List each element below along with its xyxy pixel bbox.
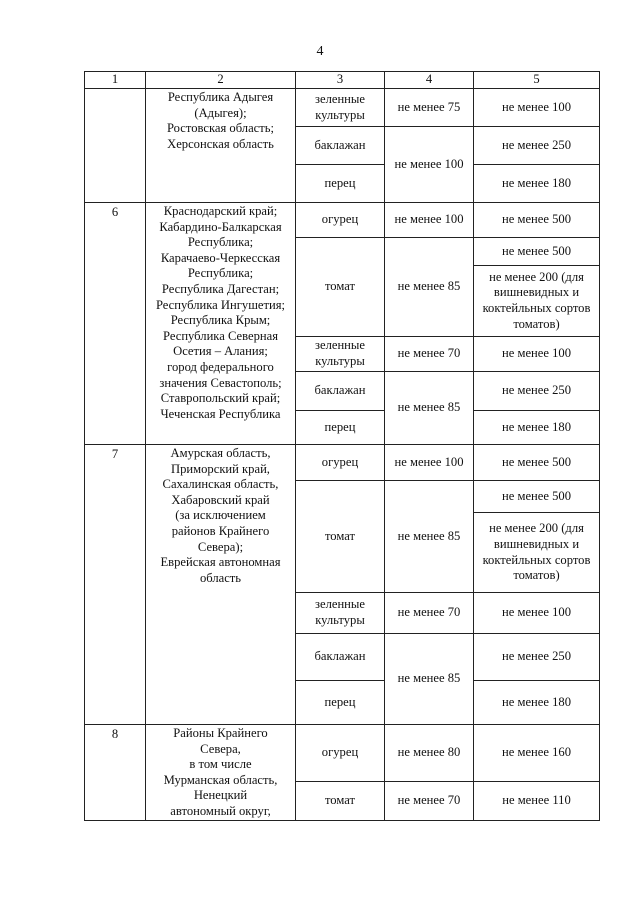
regions-cell <box>146 89 296 203</box>
norm-value-cell: не менее 100 <box>474 89 600 127</box>
norm-value-cell: не менее 250 <box>474 372 600 411</box>
region-line: в том числе <box>189 757 252 772</box>
region-line: (Адыгея); <box>194 105 247 120</box>
norm-value-cell: не менее 500 <box>474 481 600 513</box>
region-line: Ставропольский край; <box>160 391 281 406</box>
region-line: районов Крайнего <box>171 523 270 538</box>
regions-cell <box>146 203 296 445</box>
row-number-cell: 8 <box>85 725 146 821</box>
region-line: Приморский край, <box>171 461 270 476</box>
crop-cell: перец <box>296 165 385 203</box>
header-cell: 1 <box>85 72 146 89</box>
norm-value-cell: не менее 180 <box>474 165 600 203</box>
region-line: Еврейская автономная <box>160 555 281 570</box>
norm-value-cell: не менее 180 <box>474 411 600 445</box>
region-line: Республика Северная <box>162 328 278 343</box>
norm-value-cell: не менее 180 <box>474 681 600 725</box>
region-line: Мурманская область, <box>163 772 278 787</box>
crop-cell: баклажан <box>296 127 385 165</box>
region-line: Республика Адыгея <box>167 90 274 104</box>
region-line: Севера, <box>200 741 241 756</box>
row-number-cell: 7 <box>85 445 146 725</box>
min-value-cell: не менее 100 <box>385 127 474 203</box>
header-cell: 5 <box>474 72 600 89</box>
min-value-cell: не менее 70 <box>385 593 474 634</box>
min-value-cell: не менее 85 <box>385 481 474 593</box>
min-value-cell: не менее 85 <box>385 372 474 445</box>
norm-value-cell: не менее 500 <box>474 445 600 481</box>
header-row <box>85 72 600 89</box>
table-row <box>85 89 600 127</box>
min-value-cell: не менее 100 <box>385 203 474 238</box>
norm-value-cell: не менее 500 <box>474 203 600 238</box>
regions-cell <box>146 725 296 821</box>
region-line: значения Севастополь; <box>159 375 282 390</box>
crop-cell: баклажан <box>296 372 385 411</box>
norm-value-cell: не менее 100 <box>474 337 600 372</box>
crop-cell: огурец <box>296 725 385 782</box>
crop-cell: огурец <box>296 203 385 238</box>
norm-value-cell: не менее 250 <box>474 634 600 681</box>
norm-value-cell: не менее 200 (для вишневидных и коктейльных сортов томатов) <box>474 513 600 593</box>
header-cell: 3 <box>296 72 385 89</box>
min-value-cell: не менее 70 <box>385 337 474 372</box>
region-line: Республика; <box>187 266 254 281</box>
crop-cell: томат <box>296 238 385 337</box>
crop-cell: зеленные культуры <box>296 89 385 127</box>
region-line: автономный округ, <box>170 803 271 818</box>
region-line: Районы Крайнего <box>173 726 268 740</box>
min-value-cell: не менее 85 <box>385 238 474 337</box>
header-cell: 2 <box>146 72 296 89</box>
region-line: область <box>199 570 242 585</box>
crop-cell: зеленные культуры <box>296 593 385 634</box>
region-line: Ненецкий <box>193 788 248 803</box>
min-value-cell: не менее 100 <box>385 445 474 481</box>
header-cell: 4 <box>385 72 474 89</box>
region-line: Амурская область, <box>170 446 271 460</box>
crop-cell: томат <box>296 781 385 820</box>
norm-value-cell: не менее 160 <box>474 725 600 782</box>
region-line: Севера); <box>197 539 244 554</box>
min-value-cell: не менее 70 <box>385 781 474 820</box>
min-value-cell: не менее 85 <box>385 634 474 725</box>
page-number: 4 <box>316 44 324 59</box>
region-line: Республика Крым; <box>170 313 271 328</box>
crop-cell: огурец <box>296 445 385 481</box>
crop-cell: зеленные культуры <box>296 337 385 372</box>
region-line: Сахалинская область, <box>162 477 279 492</box>
norms-table <box>84 71 600 821</box>
region-line: Кабардино-Балкарская <box>159 219 282 234</box>
crop-cell: томат <box>296 481 385 593</box>
region-line: Краснодарский край; <box>163 204 278 218</box>
region-line: Хабаровский край <box>171 492 270 507</box>
region-line: Ростовская область; <box>166 121 275 136</box>
table-row <box>85 445 600 481</box>
region-line: Осетия – Алания; <box>173 344 268 359</box>
region-line: Карачаево-Черкесская <box>160 250 281 265</box>
min-value-cell: не менее 80 <box>385 725 474 782</box>
region-line: Республика; <box>187 235 254 250</box>
norm-value-cell: не менее 110 <box>474 781 600 820</box>
region-line: Республика Дагестан; <box>161 281 280 296</box>
row-number-cell <box>85 89 146 203</box>
region-line: Республика Ингушетия; <box>155 297 286 312</box>
norm-value-cell: не менее 100 <box>474 593 600 634</box>
region-line: (за исключением <box>175 508 266 523</box>
norm-value-cell: не менее 250 <box>474 127 600 165</box>
norm-value-cell: не менее 500 <box>474 238 600 266</box>
row-number-cell: 6 <box>85 203 146 445</box>
region-line: город федерального <box>167 359 274 374</box>
crop-cell: перец <box>296 411 385 445</box>
region-line: Чеченская Республика <box>160 406 281 421</box>
regions-cell <box>146 445 296 725</box>
table-row <box>85 203 600 238</box>
min-value-cell: не менее 75 <box>385 89 474 127</box>
norm-value-cell: не менее 200 (для вишневидных и коктейльных сортов томатов) <box>474 266 600 337</box>
table-row <box>85 725 600 782</box>
region-line: Херсонская область <box>167 136 274 151</box>
crop-cell: перец <box>296 681 385 725</box>
crop-cell: баклажан <box>296 634 385 681</box>
